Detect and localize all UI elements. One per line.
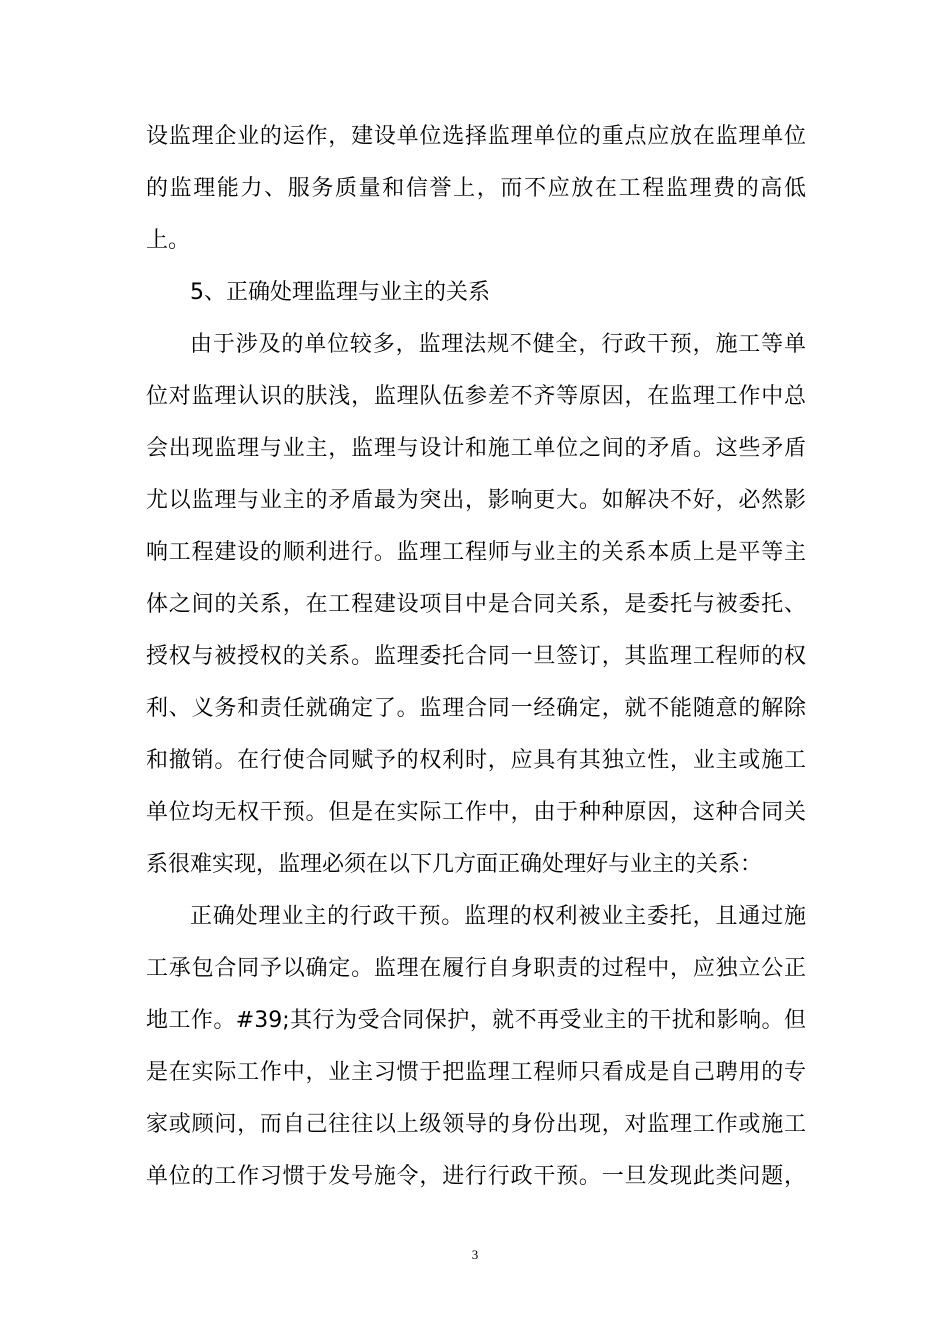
text-line: 上。 xyxy=(146,228,191,253)
text-line: 的监理能力、服务质量和信誉上，而不应放在工程监理费的高低 xyxy=(146,176,806,201)
text-line: 是在实际工作中，业主习惯于把监理工程师只看成是自己聘用的专 xyxy=(146,1060,806,1085)
text-line: 由于涉及的单位较多，监理法规不健全，行政干预，施工等单 xyxy=(190,332,806,357)
text-line: 和撤销。在行使合同赋予的权利时，应具有其独立性，业主或施工 xyxy=(146,748,806,773)
text-line: 尤以监理与业主的矛盾最为突出，影响更大。如解决不好，必然影 xyxy=(146,488,806,513)
text-line: 响工程建设的顺利进行。监理工程师与业主的关系本质上是平等主 xyxy=(146,540,806,565)
text-line: 位对监理认识的肤浅，监理队伍参差不齐等原因，在监理工作中总 xyxy=(146,384,806,409)
text-line: 利、义务和责任就确定了。监理合同一经确定，就不能随意的解除 xyxy=(146,696,806,721)
text-line: 单位均无权干预。但是在实际工作中，由于种种原因，这种合同关 xyxy=(146,800,806,825)
page-number: 3 xyxy=(471,1247,479,1262)
text-line: 授权与被授权的关系。监理委托合同一旦签订，其监理工程师的权 xyxy=(146,644,806,669)
text-line: 设监理企业的运作，建设单位选择监理单位的重点应放在监理单位 xyxy=(146,124,806,149)
section-heading: 5、正确处理监理与业主的关系 xyxy=(190,280,490,305)
text-line: 工承包合同予以确定。监理在履行自身职责的过程中，应独立公正 xyxy=(146,956,806,981)
text-line: 系很难实现，监理必须在以下几方面正确处理好与业主的关系： xyxy=(146,852,763,877)
text-line: 地工作。#39;其行为受合同保护，就不再受业主的干扰和影响。但 xyxy=(146,1008,806,1033)
text-line: 单位的工作习惯于发号施令，进行行政干预。一旦发现此类问题， xyxy=(146,1164,806,1189)
text-line: 正确处理业主的行政干预。监理的权利被业主委托，且通过施 xyxy=(190,904,806,929)
text-line: 体之间的关系，在工程建设项目中是合同关系，是委托与被委托、 xyxy=(146,592,806,617)
text-line: 家或顾问，而自己往往以上级领导的身份出现，对监理工作或施工 xyxy=(146,1112,806,1137)
text-line: 会出现监理与业主，监理与设计和施工单位之间的矛盾。这些矛盾 xyxy=(146,436,806,461)
